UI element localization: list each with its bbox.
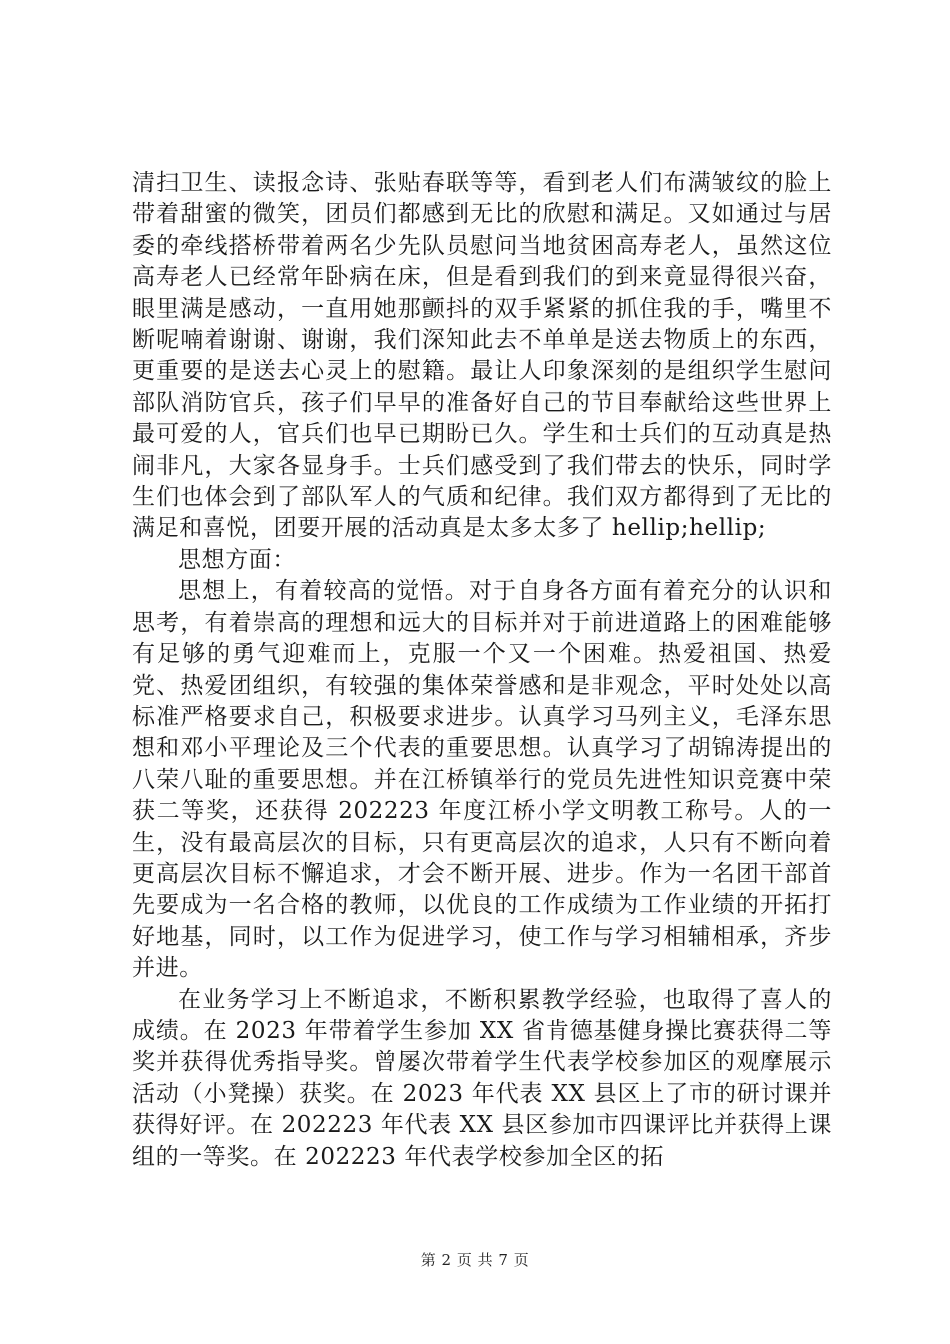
section-heading-thought: 思想方面：	[178, 546, 296, 573]
paragraph-thought: 思想上，有着较高的觉悟。对于自身各方面有着充分的认识和思考，有着崇高的理想和远大的目标并对于前进道路上的困难能够有足够的勇气迎难而上，克服一个又一个困难。热爱祖国、热爱党、热爱团组织，有较强的集体荣誉感和是非观念，平时处处以高标准严格要求自己，积极要求进步。认真学习马列主义，毛泽东思想和邓小平理论及三个代表的重要思想。认真学习了胡锦涛提出的八荣八耻的重要思想。并在江桥镇举行的党员先进性知识竞赛中荣获二等奖，还获得 202223 年度江桥小学文明教工称号。人的一生，没有最高层次的目标，只有更高层次的追求，人只有不断向着更高层次目标不懈追求，才会不断开展、进步。作为一名团干部首先要成为一名合格的教师，以优良的工作成绩为工作业绩的开拓打好地基，同时，以工作为促进学习，使工作与学习相辅相承，齐步并进。	[132, 578, 832, 982]
paragraph-professional-study: 在业务学习上不断追求，不断积累教学经验，也取得了喜人的成绩。在 2023 年带着学生参加 XX 省肯德基健身操比赛获得二等奖并获得优秀指导奖。曾屡次带着学生代表学校参加区的观摩展示活动（小凳操）获奖。在 2023 年代表 XX 县区上了市的研讨课并获得好评。在 202223 年代表 XX 县区参加市四课评比并获得上课组的一等奖。在 202223 年代表学校参加全区的拓	[132, 986, 832, 1170]
paragraph-activities: 清扫卫生、读报念诗、张贴春联等等，看到老人们布满皱纹的脸上带着甜蜜的微笑，团员们都感到无比的欣慰和满足。又如通过与居委的牵线搭桥带着两名少先队员慰问当地贫困高寿老人，虽然这位高寿老人已经常年卧病在床，但是看到我们的到来竟显得很兴奋，眼里满是感动，一直用她那颤抖的双手紧紧的抓住我的手，嘴里不断呢喃着谢谢、谢谢，我们深知此去不单单是送去物质上的东西，更重要的是送去心灵上的慰籍。最让人印象深刻的是组织学生慰问部队消防官兵，孩子们早早的准备好自己的节目奉献给这些世界上最可爱的人，官兵们也早已期盼已久。学生和士兵们的互动真是热闹非凡，大家各显身手。士兵们感受到了我们带去的快乐，同时学生们也体会到了部队军人的气质和纪律。我们双方都得到了无比的满足和喜悦，团要开展的活动真是太多太多了 hellip;hellip;	[132, 170, 832, 542]
page-number-footer: 第 2 页 共 7 页	[420, 1251, 530, 1269]
document-body	[132, 168, 832, 1173]
